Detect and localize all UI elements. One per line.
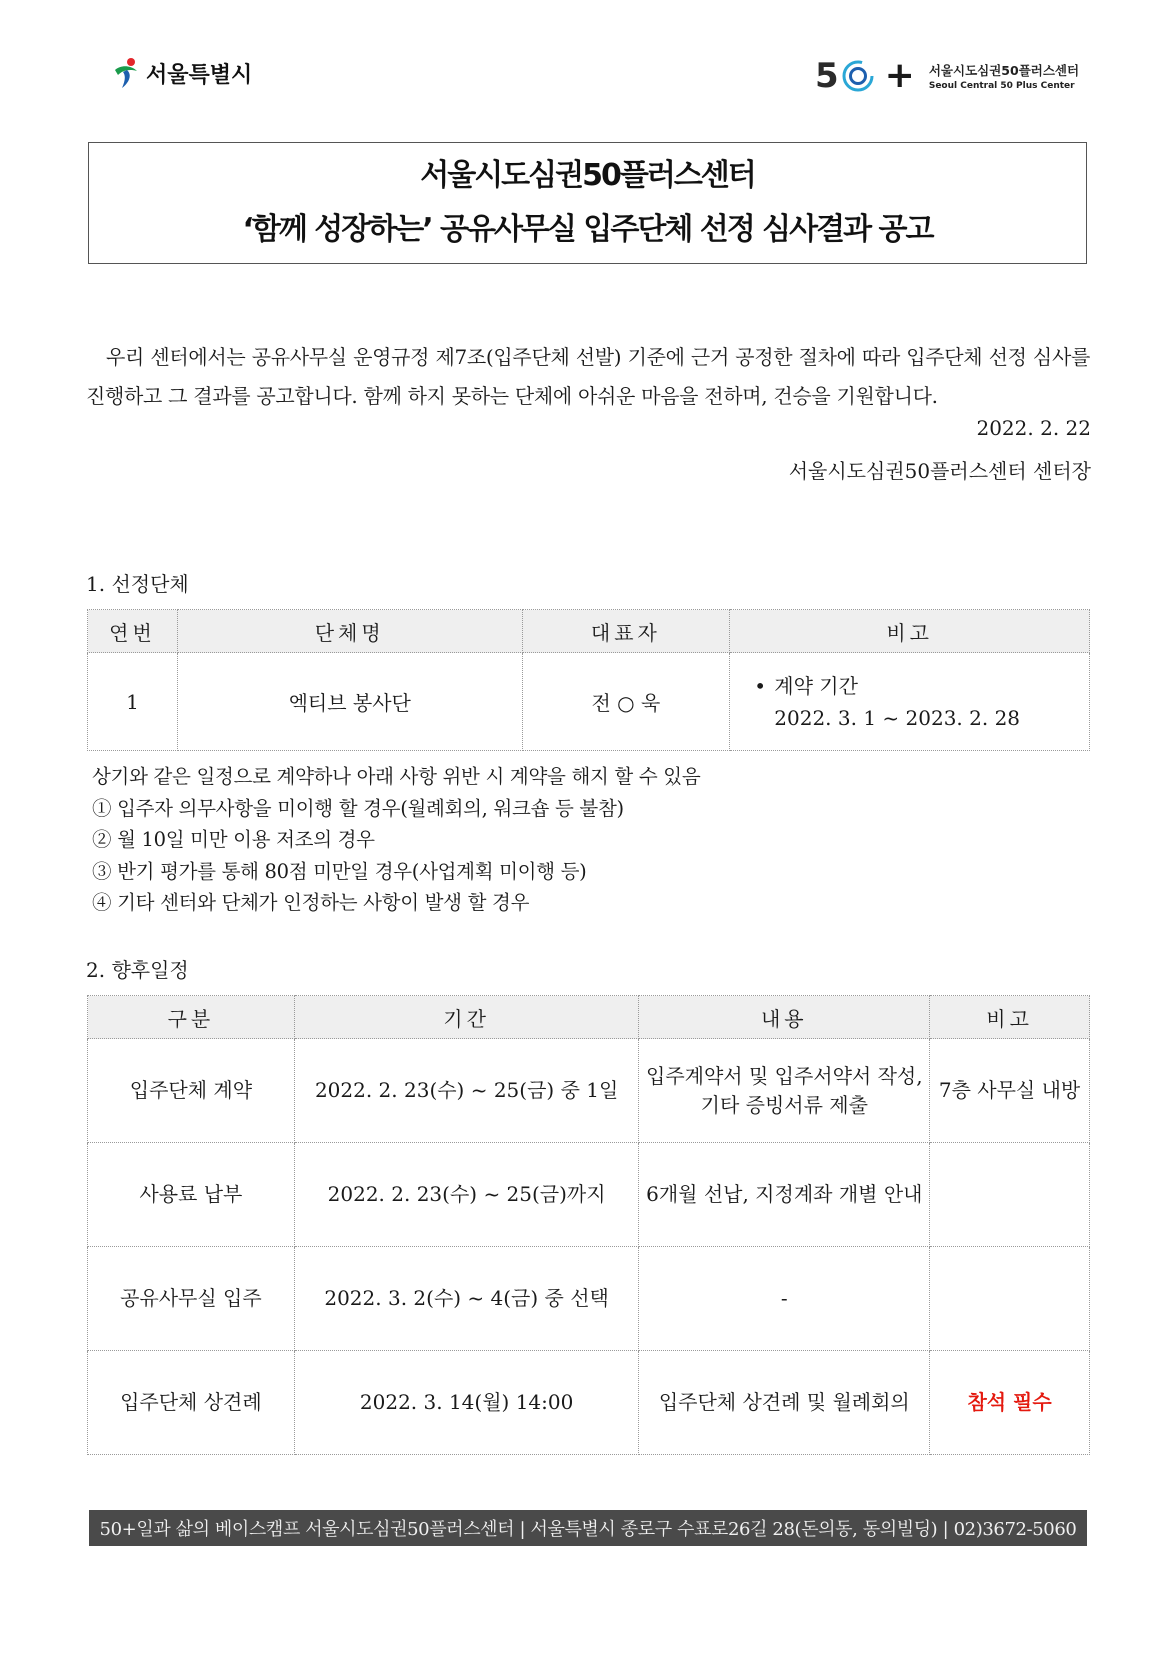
center-logo-names — [929, 61, 1079, 91]
seoul-logo-icon — [112, 56, 140, 90]
announcement-date: 2022. 2. 22 — [976, 416, 1091, 440]
condition-item: ② 월 10일 미만 이용 저조의 경우 — [92, 828, 375, 851]
table-header-row — [88, 610, 1090, 653]
center-name-ko: 서울시도심권50플러스센터 — [928, 62, 1080, 78]
table-row — [88, 1143, 1090, 1247]
table-row — [88, 1351, 1090, 1455]
col-header-org: 단체명 — [177, 610, 522, 653]
selected-org-table — [87, 609, 1090, 751]
cell-no: 1 — [88, 653, 178, 751]
cell-content — [639, 1039, 930, 1143]
announcement-signer: 서울시도심권50플러스센터 센터장 — [788, 459, 1091, 483]
intro-paragraph — [86, 338, 1090, 416]
seoul-logo-text: 서울특별시 — [146, 62, 253, 88]
col-header-content: 내용 — [639, 996, 930, 1039]
section-1-heading: 1. 선정단체 — [86, 572, 189, 596]
center-name-en: Seoul Central 50 Plus Center — [928, 80, 1075, 91]
title-line-2: ‘함께 성장하는’ 공유사무실 입주단체 선정 심사결과 공고 — [242, 212, 933, 247]
contract-period-value: 2022. 3. 1 ~ 2023. 2. 28 — [774, 705, 1021, 730]
footer-bar: 50+일과 삶의 베이스캠프 서울시도심권50플러스센터 | 서울특별시 종로구 수표로26길 28(돈의동, 동의빌딩) | 02)3672-5060 — [89, 1510, 1087, 1546]
table-header-row — [88, 996, 1090, 1039]
col-header-period: 기간 — [294, 996, 639, 1039]
condition-item: ① 입주자 의무사항을 미이행 할 경우(월례회의, 워크숍 등 불참) — [92, 796, 624, 820]
content-line: 기타 증빙서류 제출 — [700, 1092, 868, 1117]
cell-category: 공유사무실 입주 — [88, 1247, 295, 1351]
contract-period-label: 계약 기간 — [774, 673, 858, 698]
section-2-heading: 2. 향후일정 — [86, 958, 189, 982]
col-header-rep: 대표자 — [522, 610, 730, 653]
cell-note-required: 참석 필수 — [930, 1351, 1090, 1455]
cell-note: 7층 사무실 내방 — [930, 1039, 1090, 1143]
cell-rep: 전 ○ 욱 — [522, 653, 730, 751]
condition-item: ③ 반기 평가를 통해 80점 미만일 경우(사업계획 미이행 등) — [92, 859, 587, 883]
cell-period: 2022. 3. 2(수) ~ 4(금) 중 선택 — [294, 1247, 639, 1351]
title-line-1: 서울시도심권50플러스센터 — [420, 158, 755, 193]
cell-category: 입주단체 계약 — [88, 1039, 295, 1143]
cell-period: 2022. 2. 23(수) ~ 25(금)까지 — [294, 1143, 639, 1247]
col-header-category: 구분 — [88, 996, 295, 1039]
target-circle-icon — [841, 59, 875, 93]
document-title-box — [88, 142, 1087, 264]
content-line: 입주계약서 및 입주서약서 작성, — [646, 1063, 923, 1088]
cell-category: 입주단체 상견례 — [88, 1351, 295, 1455]
cell-category: 사용료 납부 — [88, 1143, 295, 1247]
cell-period: 2022. 2. 23(수) ~ 25(금) 중 1일 — [294, 1039, 639, 1143]
cell-content: 입주단체 상견례 및 월례회의 — [639, 1351, 930, 1455]
conditions-intro: 상기와 같은 일정으로 계약하나 아래 사항 위반 시 계약을 해지 할 수 있음 — [92, 765, 701, 788]
termination-conditions — [92, 761, 700, 919]
intro-text: 우리 센터에서는 공유사무실 운영규정 제7조(입주단체 선발) 기준에 근거 공정한 절차에 따라 입주단체 선정 심사를 진행하고 그 결과를 공고합니다. 함께 하지 못하는 단체에 아쉬운 마음을 전하며, 건승을 기원합니다. — [86, 345, 1090, 408]
center-logo — [815, 55, 1079, 96]
cell-content: 6개월 선납, 지정계좌 개별 안내 — [639, 1143, 930, 1247]
condition-item: ④ 기타 센터와 단체가 인정하는 사항이 발생 할 경우 — [92, 891, 530, 914]
cell-note — [930, 1143, 1090, 1247]
cell-content: - — [639, 1247, 930, 1351]
center-logo-plus: + — [884, 55, 915, 96]
schedule-table — [87, 995, 1090, 1455]
cell-note — [930, 1247, 1090, 1351]
center-logo-number: 5 — [815, 56, 875, 96]
seoul-city-logo — [112, 56, 252, 90]
table-row — [88, 1247, 1090, 1351]
table-row — [88, 653, 1090, 751]
col-header-no: 연번 — [88, 610, 178, 653]
cell-period: 2022. 3. 14(월) 14:00 — [294, 1351, 639, 1455]
bullet-icon: • — [754, 673, 767, 698]
cell-note — [730, 653, 1090, 751]
cell-org: 엑티브 봉사단 — [177, 653, 522, 751]
col-header-note: 비고 — [730, 610, 1090, 653]
table-row — [88, 1039, 1090, 1143]
col-header-note: 비고 — [930, 996, 1090, 1039]
